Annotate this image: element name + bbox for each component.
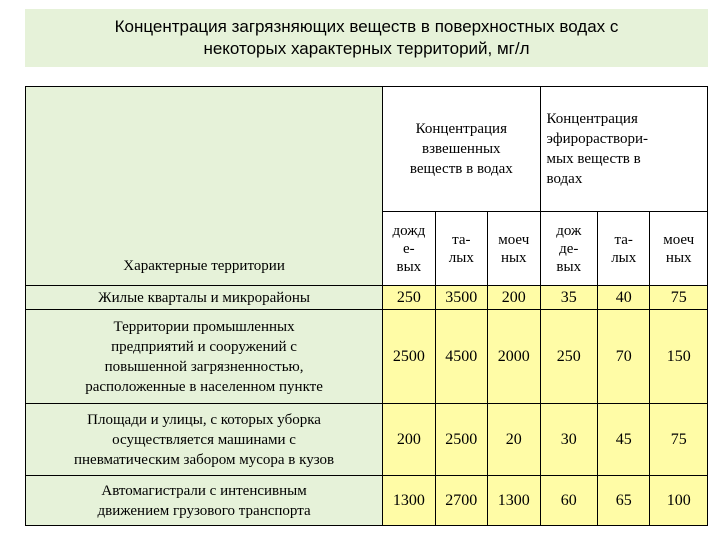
territory-text: Площади и улицы, с которых уборка: [87, 411, 321, 428]
subheader-text: де-: [559, 240, 579, 257]
subheader-wash: [488, 212, 540, 286]
value-cell: 150: [650, 310, 708, 404]
subheader-text: та-: [614, 231, 633, 248]
page-title: [25, 9, 708, 67]
header-line: веществ в водах: [409, 161, 513, 177]
value-cell: 2500: [383, 310, 435, 404]
value-cell: 2700: [435, 476, 487, 526]
territory-cell: [26, 476, 383, 526]
ether-group-header: [540, 87, 708, 212]
territory-header: [26, 87, 383, 286]
territory-text: Жилые кварталы и микрорайоны: [98, 289, 310, 306]
value-cell: 1300: [383, 476, 435, 526]
table-row: [26, 476, 708, 526]
subheader-text: е-: [403, 240, 415, 257]
value-cell: 60: [540, 476, 598, 526]
territory-text: осуществляется машинами с: [112, 431, 296, 448]
value-cell: 65: [598, 476, 650, 526]
subheader-rain: [540, 212, 598, 286]
subheader-text: моеч: [498, 231, 530, 248]
value-cell: 2000: [488, 310, 540, 404]
subheader-text: лых: [611, 249, 637, 266]
value-cell: 200: [488, 286, 540, 310]
header-line: водах: [546, 171, 583, 187]
subheader-text: дож: [556, 222, 582, 239]
value-cell: 200: [383, 404, 435, 476]
value-cell: 4500: [435, 310, 487, 404]
header-line: эфирораствори-: [546, 131, 648, 147]
title-line-2: некоторых характерных территорий, мг/л: [203, 39, 530, 58]
territory-text: движением грузового транспорта: [97, 502, 311, 519]
subheader-text: лых: [448, 249, 474, 266]
subheader-text: ных: [665, 249, 692, 266]
subheader-rain: [383, 212, 435, 286]
value-cell: 30: [540, 404, 598, 476]
value-cell: 250: [383, 286, 435, 310]
territory-text: Автомагистрали с интенсивным: [101, 482, 307, 499]
header-line: взвешенных: [422, 141, 501, 157]
header-line: Концентрация: [546, 111, 638, 127]
value-cell: 20: [488, 404, 540, 476]
value-cell: 2500: [435, 404, 487, 476]
territory-cell: [26, 310, 383, 404]
territory-header-label: Характерные территории: [123, 258, 285, 274]
value-cell: 3500: [435, 286, 487, 310]
value-cell: 35: [540, 286, 598, 310]
territory-cell: [26, 286, 383, 310]
subheader-text: моеч: [663, 231, 695, 248]
subheader-text: дожд: [392, 222, 426, 239]
value-cell: 45: [598, 404, 650, 476]
territory-text: повышенной загрязненностью,: [104, 358, 304, 375]
subheader-melt: [435, 212, 487, 286]
territory-cell: [26, 404, 383, 476]
subheader-text: вых: [556, 258, 582, 275]
table-row: [26, 286, 708, 310]
header-line: мых веществ в: [546, 151, 641, 167]
territory-text: пневматическим забором мусора в кузов: [73, 451, 335, 468]
table-row: [26, 404, 708, 476]
suspended-group-header: [383, 87, 540, 212]
subheader-text: ных: [500, 249, 527, 266]
territory-text: расположенные в населенном пункте: [85, 378, 323, 395]
territory-text: предприятий и сооружений с: [111, 338, 297, 355]
subheader-text: та-: [452, 231, 471, 248]
table-row: [26, 310, 708, 404]
value-cell: 75: [650, 404, 708, 476]
subheader-melt: [598, 212, 650, 286]
value-cell: 75: [650, 286, 708, 310]
value-cell: 70: [598, 310, 650, 404]
header-line: Концентрация: [415, 121, 507, 137]
subheader-wash: [650, 212, 708, 286]
title-line-1: Концентрация загрязняющих веществ в поверхностных водах с: [114, 17, 619, 36]
value-cell: 1300: [488, 476, 540, 526]
territory-text: Территории промышленных: [113, 318, 295, 335]
subheader-text: вых: [396, 258, 422, 275]
concentration-table: [25, 86, 708, 526]
value-cell: 250: [540, 310, 598, 404]
value-cell: 100: [650, 476, 708, 526]
value-cell: 40: [598, 286, 650, 310]
